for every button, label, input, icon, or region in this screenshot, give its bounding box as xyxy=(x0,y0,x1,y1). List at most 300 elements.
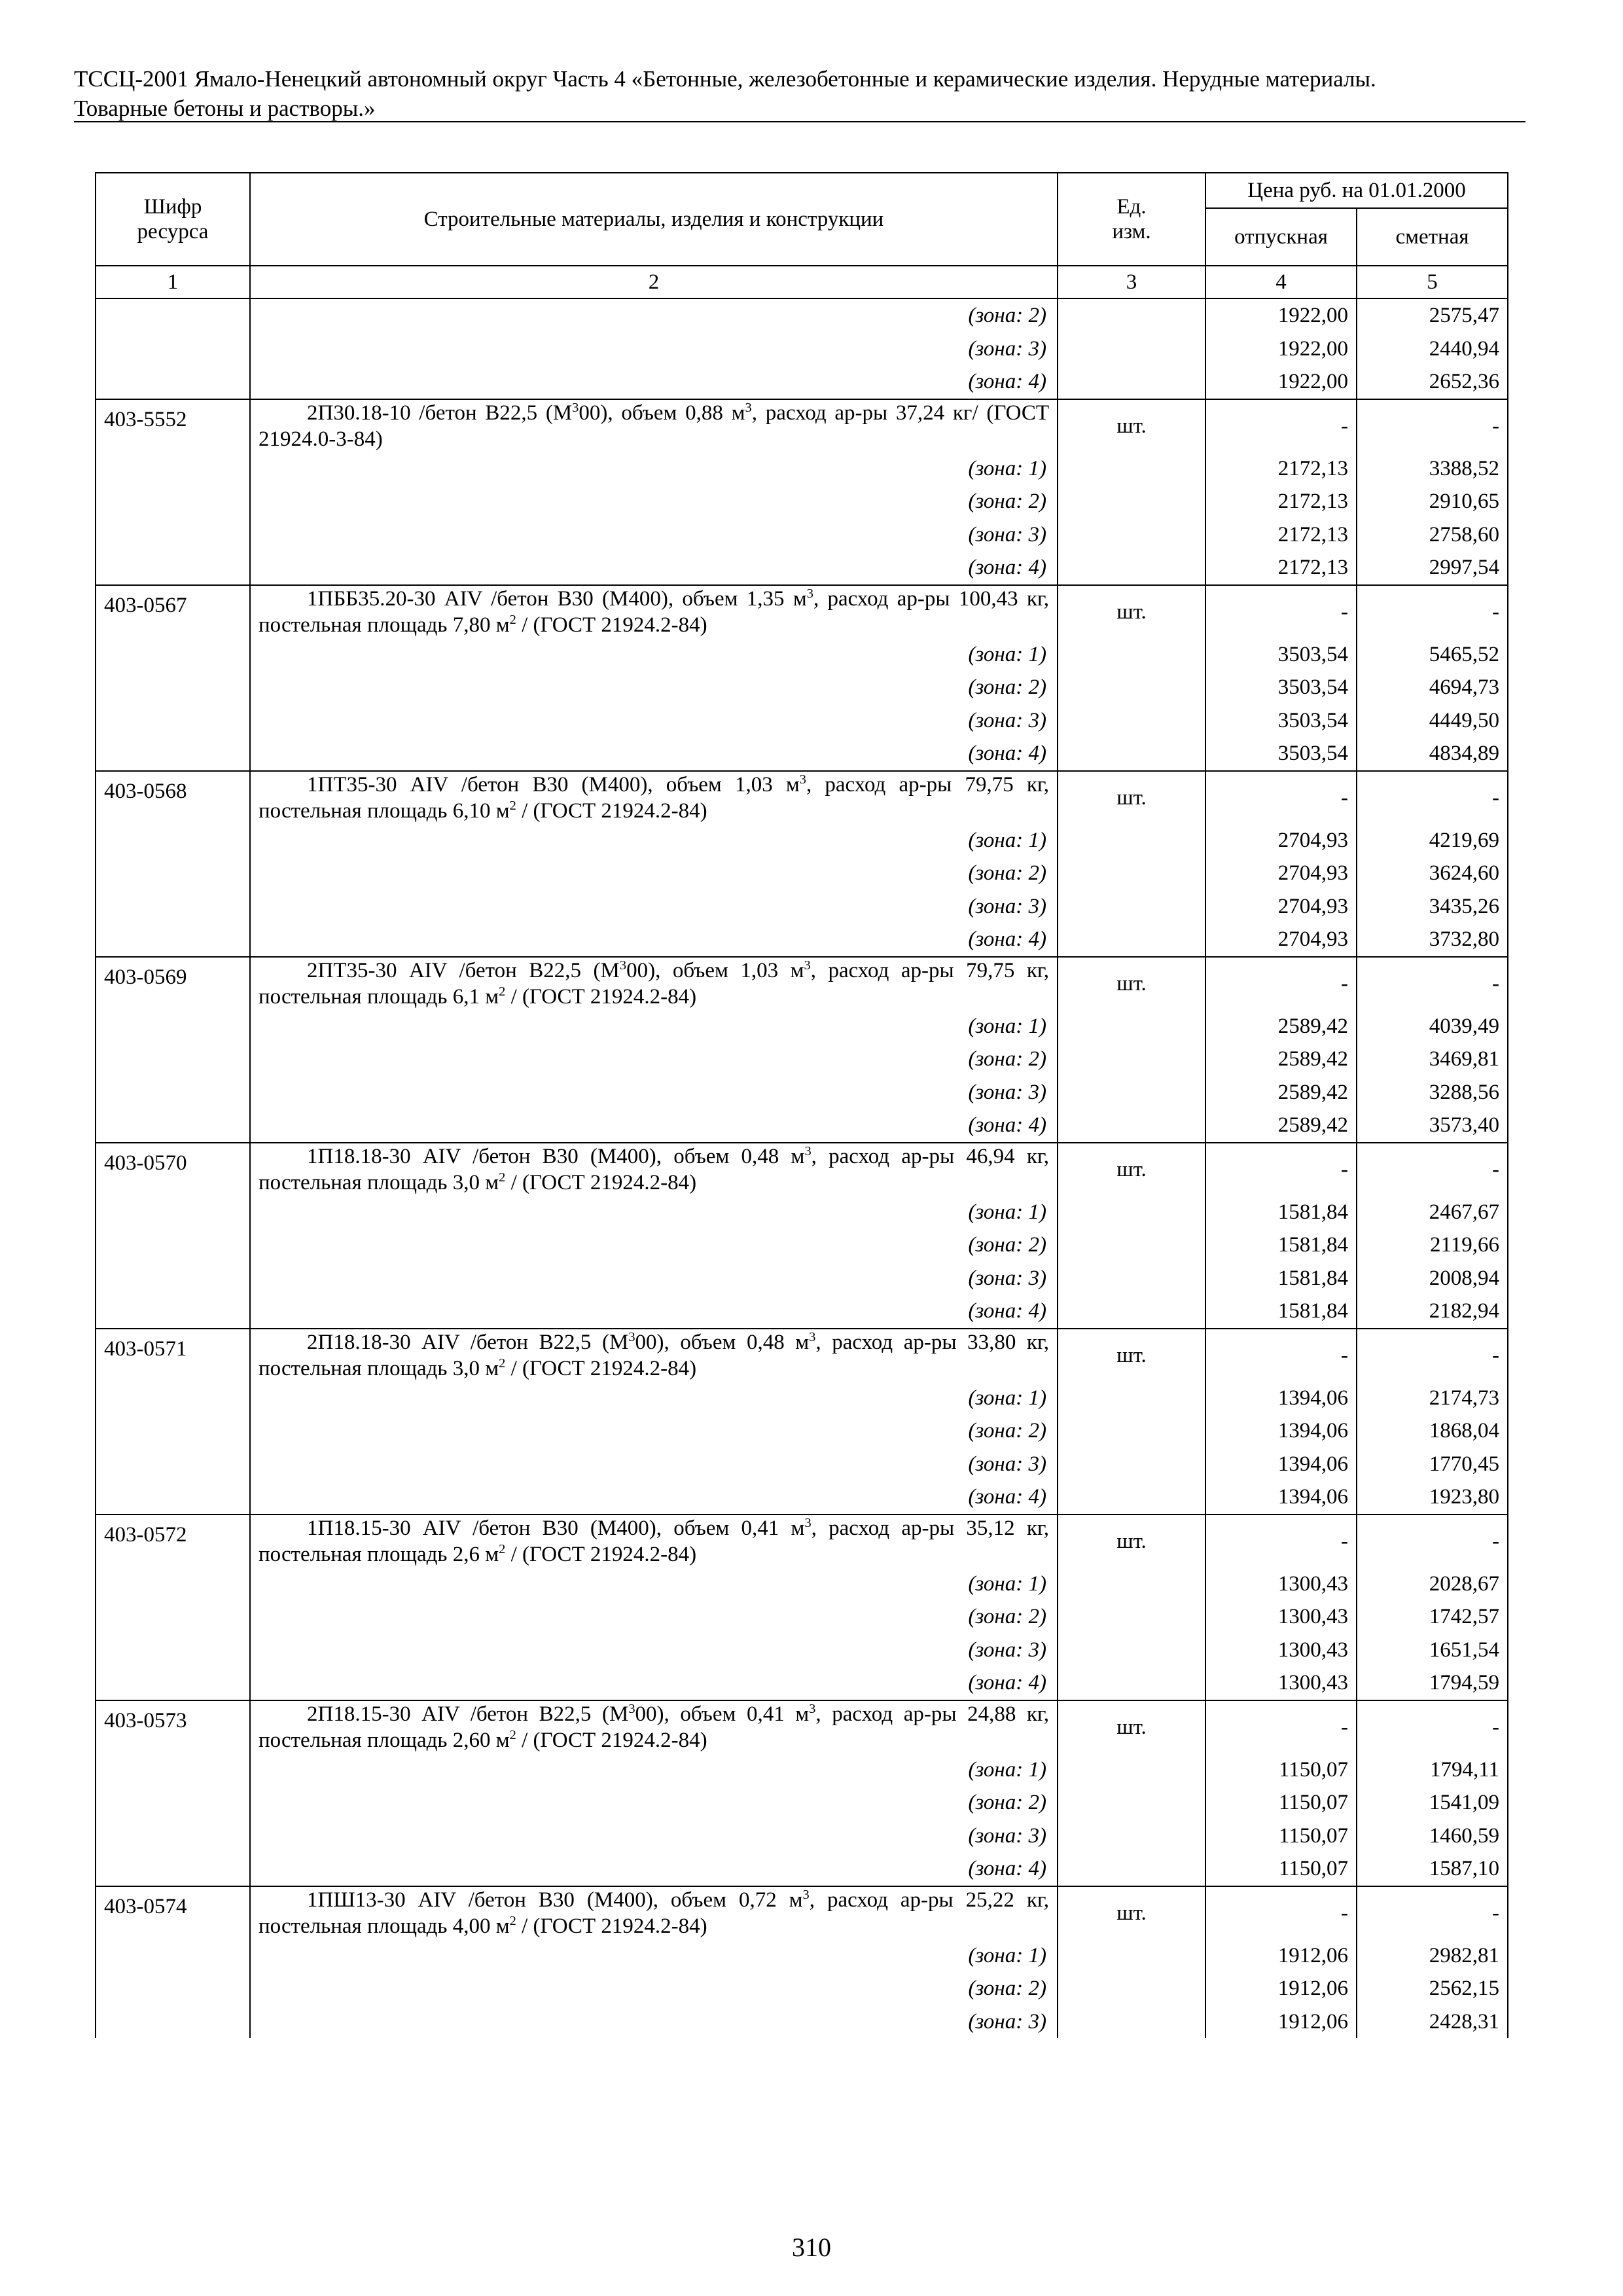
name-text: 00), объем 0,48 м xyxy=(635,1330,810,1354)
unit-cell-empty xyxy=(1058,1010,1205,1043)
zone-label: (зона: 1) xyxy=(250,1010,1058,1043)
unit: шт. xyxy=(1058,771,1205,824)
header-line-1: ТССЦ-2001 Ямало-Ненецкий автономный округ Часть 4 «Бетонные, железобетонные и керамические изделия. Нерудные материалы. xyxy=(74,66,1376,92)
column-number: 2 xyxy=(250,266,1058,298)
release-price: 3503,54 xyxy=(1205,638,1357,672)
item-row xyxy=(96,1515,1508,1568)
column-number: 1 xyxy=(96,266,250,298)
unit-cell-empty xyxy=(1058,1262,1205,1295)
code-cell-empty xyxy=(96,923,250,957)
estimate-price: 3732,80 xyxy=(1357,923,1508,957)
zone-row xyxy=(96,923,1508,957)
code-cell-empty xyxy=(96,1196,250,1229)
resource-code: 403-0574 xyxy=(96,1886,250,1939)
item-name xyxy=(250,1886,1058,1939)
unit-cell-empty xyxy=(1058,1480,1205,1515)
item-row xyxy=(96,1143,1508,1196)
superscript: 2 xyxy=(499,984,506,999)
zone-label: (зона: 4) xyxy=(250,1852,1058,1886)
release-price: 1581,84 xyxy=(1205,1196,1357,1229)
unit-cell-empty xyxy=(1058,1852,1205,1886)
release-price: 1150,07 xyxy=(1205,1852,1357,1886)
item-name xyxy=(250,399,1058,452)
zone-label: (зона: 2) xyxy=(250,1229,1058,1262)
zone-row xyxy=(96,1939,1508,1973)
code-cell-empty xyxy=(96,1043,250,1076)
name-text: , расход ар-ры 25,22 кг, постельная площадь 4,00 м xyxy=(259,1888,1049,1938)
zone-label: (зона: 3) xyxy=(250,2005,1058,2039)
item-row xyxy=(96,585,1508,638)
code-cell-empty xyxy=(96,857,250,890)
unit-cell-empty xyxy=(1058,551,1205,585)
name-text: , расход ар-ры 24,88 кг, постельная площадь 2,60 м xyxy=(259,1702,1049,1752)
release-price: 2589,42 xyxy=(1205,1076,1357,1109)
name-text: 1ПШ13-30 AIV /бетон В30 (М400), объем 0,72 м xyxy=(307,1888,803,1912)
item-name xyxy=(250,957,1058,1010)
unit-cell-empty xyxy=(1058,704,1205,738)
estimate-price: 1868,04 xyxy=(1357,1414,1508,1448)
unit: шт. xyxy=(1058,1515,1205,1568)
estimate-price: 3435,26 xyxy=(1357,890,1508,924)
unit-cell-empty xyxy=(1058,1634,1205,1667)
unit-cell-empty xyxy=(1058,890,1205,924)
code-cell-empty xyxy=(96,332,250,366)
unit-cell-empty xyxy=(1058,923,1205,957)
zone-label: (зона: 4) xyxy=(250,1295,1058,1329)
name-text: 2П30.18-10 /бетон В22,5 (М xyxy=(307,401,573,425)
name-text: , расход ар-ры 33,80 кг, постельная площадь 3,0 м xyxy=(259,1330,1049,1380)
zone-label: (зона: 4) xyxy=(250,1666,1058,1700)
unit-cell-empty xyxy=(1058,1295,1205,1329)
estimate-price: 1742,57 xyxy=(1357,1600,1508,1634)
release-price: 1150,07 xyxy=(1205,1820,1357,1853)
zone-row xyxy=(96,857,1508,890)
code-cell-empty xyxy=(96,1109,250,1143)
release-price: 2589,42 xyxy=(1205,1043,1357,1076)
item-name xyxy=(250,585,1058,638)
release-price: 1581,84 xyxy=(1205,1262,1357,1295)
name-text: 00), объем 0,41 м xyxy=(635,1702,810,1726)
release-price: 1300,43 xyxy=(1205,1568,1357,1601)
unit-cell-empty xyxy=(1058,671,1205,704)
code-cell-empty xyxy=(96,1262,250,1295)
unit-cell-empty xyxy=(1058,1196,1205,1229)
item-row xyxy=(96,771,1508,824)
unit: шт. xyxy=(1058,1329,1205,1382)
zone-label: (зона: 2) xyxy=(250,1600,1058,1634)
release-price: 1300,43 xyxy=(1205,1600,1357,1634)
zone-row xyxy=(96,365,1508,399)
zone-label: (зона: 2) xyxy=(250,671,1058,704)
zone-row xyxy=(96,1295,1508,1329)
unit: шт. xyxy=(1058,957,1205,1010)
release-price: 1912,06 xyxy=(1205,1972,1357,2005)
release-price: 1581,84 xyxy=(1205,1229,1357,1262)
zone-row xyxy=(96,551,1508,585)
unit-cell-empty xyxy=(1058,1382,1205,1415)
superscript: 3 xyxy=(628,1701,635,1716)
unit-cell-empty xyxy=(1058,1109,1205,1143)
estimate-price: 2652,36 xyxy=(1357,365,1508,399)
unit-cell-empty xyxy=(1058,452,1205,486)
estimate-price: 5465,52 xyxy=(1357,638,1508,672)
release-price: 2589,42 xyxy=(1205,1109,1357,1143)
unit-cell-empty xyxy=(1058,857,1205,890)
unit-cell-empty xyxy=(1058,1786,1205,1820)
superscript: 2 xyxy=(509,798,516,813)
price-table xyxy=(95,172,1508,2038)
release-price: - xyxy=(1205,1700,1357,1753)
zone-row xyxy=(96,1786,1508,1820)
superscript: 2 xyxy=(499,1170,506,1185)
zone-label: (зона: 3) xyxy=(250,1076,1058,1109)
item-name xyxy=(250,1329,1058,1382)
zone-row xyxy=(96,1568,1508,1601)
release-price: - xyxy=(1205,957,1357,1010)
zone-label: (зона: 1) xyxy=(250,452,1058,486)
estimate-price: 2910,65 xyxy=(1357,485,1508,518)
release-price: 3503,54 xyxy=(1205,671,1357,704)
code-cell-empty xyxy=(96,638,250,672)
unit: шт. xyxy=(1058,1886,1205,1939)
resource-code: 403-0573 xyxy=(96,1700,250,1753)
estimate-price: 1794,11 xyxy=(1357,1753,1508,1787)
zone-label: (зона: 1) xyxy=(250,1939,1058,1973)
unit-cell-empty xyxy=(1058,824,1205,857)
code-cell-empty xyxy=(96,452,250,486)
estimate-price: 2028,67 xyxy=(1357,1568,1508,1601)
estimate-price: 2758,60 xyxy=(1357,518,1508,552)
code-cell-empty xyxy=(96,824,250,857)
name-text: , расход ар-ры 46,94 кг, постельная площадь 3,0 м xyxy=(259,1144,1049,1194)
code-cell-empty xyxy=(96,704,250,738)
column-number-row xyxy=(96,266,1508,298)
unit-cell-empty xyxy=(1058,1666,1205,1700)
code-cell-empty xyxy=(96,1229,250,1262)
release-price: - xyxy=(1205,771,1357,824)
zone-label: (зона: 3) xyxy=(250,1634,1058,1667)
superscript: 3 xyxy=(628,1329,635,1344)
unit-cell-empty xyxy=(1058,365,1205,399)
release-price: 1300,43 xyxy=(1205,1666,1357,1700)
code-cell-empty xyxy=(96,1634,250,1667)
header-release: отпускная xyxy=(1205,208,1357,266)
zone-row xyxy=(96,1600,1508,1634)
zone-label: (зона: 1) xyxy=(250,1196,1058,1229)
code-cell-empty xyxy=(96,365,250,399)
estimate-price: 3469,81 xyxy=(1357,1043,1508,1076)
item-row xyxy=(96,399,1508,452)
zone-row xyxy=(96,1229,1508,1262)
name-text: / (ГОСТ 21924.2-84) xyxy=(516,1728,707,1752)
resource-code: 403-5552 xyxy=(96,399,250,452)
zone-row xyxy=(96,332,1508,366)
code-cell-empty xyxy=(96,1295,250,1329)
release-price: - xyxy=(1205,1886,1357,1939)
name-text: 1П18.18-30 AIV /бетон В30 (М400), объем 0,48 м xyxy=(307,1144,805,1168)
name-text: 00), объем 1,03 м xyxy=(626,958,804,982)
code-cell-empty xyxy=(96,1786,250,1820)
item-row xyxy=(96,1700,1508,1753)
estimate-price: 4834,89 xyxy=(1357,737,1508,771)
unit-cell-empty xyxy=(1058,332,1205,366)
header-rule xyxy=(74,121,1525,122)
superscript: 3 xyxy=(809,1701,816,1716)
code-cell-empty xyxy=(96,737,250,771)
superscript: 3 xyxy=(804,1515,812,1530)
unit-cell-empty xyxy=(1058,1972,1205,2005)
release-price: 1922,00 xyxy=(1205,365,1357,399)
unit-cell-empty xyxy=(1058,1820,1205,1853)
estimate-price: 2997,54 xyxy=(1357,551,1508,585)
zone-row xyxy=(96,737,1508,771)
name-text: 1ПТ35-30 AIV /бетон В30 (М400), объем 1,03 м xyxy=(307,772,800,797)
code-cell-empty xyxy=(96,1666,250,1700)
zone-row xyxy=(96,1382,1508,1415)
release-price: 2172,13 xyxy=(1205,452,1357,486)
zone-label: (зона: 3) xyxy=(250,332,1058,366)
superscript: 2 xyxy=(509,612,516,627)
zone-label: (зона: 4) xyxy=(250,365,1058,399)
zone-row xyxy=(96,1414,1508,1448)
name-text: 2П18.18-30 AIV /бетон В22,5 (М xyxy=(307,1330,629,1354)
unit-cell-empty xyxy=(1058,298,1205,332)
zone-label: (зона: 2) xyxy=(250,857,1058,890)
item-name xyxy=(250,1700,1058,1753)
release-price: 2172,13 xyxy=(1205,551,1357,585)
code-cell-empty xyxy=(96,1852,250,1886)
code-cell-empty xyxy=(96,671,250,704)
zone-row xyxy=(96,638,1508,672)
code-cell-empty xyxy=(96,1076,250,1109)
superscript: 3 xyxy=(799,772,806,787)
estimate-price: 4219,69 xyxy=(1357,824,1508,857)
superscript: 2 xyxy=(499,1541,506,1556)
zone-row xyxy=(96,1448,1508,1481)
release-price: 1581,84 xyxy=(1205,1295,1357,1329)
code-cell-empty xyxy=(96,298,250,332)
estimate-price: 3624,60 xyxy=(1357,857,1508,890)
superscript: 3 xyxy=(809,1329,816,1344)
estimate-price: 4039,49 xyxy=(1357,1010,1508,1043)
release-price: - xyxy=(1205,585,1357,638)
superscript: 3 xyxy=(619,958,627,973)
estimate-price: 2428,31 xyxy=(1357,2005,1508,2039)
code-cell-empty xyxy=(96,1753,250,1787)
estimate-price: 1923,80 xyxy=(1357,1480,1508,1515)
estimate-price: - xyxy=(1357,771,1508,824)
zone-row xyxy=(96,671,1508,704)
name-text: / (ГОСТ 21924.2-84) xyxy=(505,1356,697,1380)
page-number: 310 xyxy=(792,2233,831,2262)
estimate-price: 2119,66 xyxy=(1357,1229,1508,1262)
code-cell-empty xyxy=(96,1939,250,1973)
release-price: 3503,54 xyxy=(1205,737,1357,771)
zone-row xyxy=(96,1972,1508,2005)
zone-row xyxy=(96,890,1508,924)
unit: шт. xyxy=(1058,585,1205,638)
release-price: 2589,42 xyxy=(1205,1010,1357,1043)
zone-label: (зона: 4) xyxy=(250,551,1058,585)
zone-row xyxy=(96,485,1508,518)
release-price: 1150,07 xyxy=(1205,1786,1357,1820)
column-number: 4 xyxy=(1205,266,1357,298)
resource-code: 403-0569 xyxy=(96,957,250,1010)
zone-row xyxy=(96,452,1508,486)
zone-row xyxy=(96,1852,1508,1886)
release-price: 2704,93 xyxy=(1205,923,1357,957)
header-materials: Строительные материалы, изделия и конструкции xyxy=(250,173,1058,266)
estimate-price: 2467,67 xyxy=(1357,1196,1508,1229)
release-price: 2704,93 xyxy=(1205,890,1357,924)
name-text: , расход ар-ры 79,75 кг, постельная площадь 6,10 м xyxy=(259,772,1049,823)
superscript: 3 xyxy=(804,1143,812,1158)
header-code: Шифр ресурса xyxy=(96,173,250,266)
item-name xyxy=(250,1143,1058,1196)
zone-label: (зона: 3) xyxy=(250,1448,1058,1481)
name-text: , расход ар-ры 79,75 кг, постельная площадь 6,1 м xyxy=(259,958,1049,1009)
unit-cell-empty xyxy=(1058,1229,1205,1262)
zone-row xyxy=(96,1076,1508,1109)
release-price: 1394,06 xyxy=(1205,1382,1357,1415)
column-number: 3 xyxy=(1058,266,1205,298)
code-cell-empty xyxy=(96,2005,250,2039)
zone-row xyxy=(96,1109,1508,1143)
zone-label: (зона: 4) xyxy=(250,1109,1058,1143)
item-name xyxy=(250,771,1058,824)
code-cell-empty xyxy=(96,1448,250,1481)
document-header xyxy=(74,64,1525,123)
column-number: 5 xyxy=(1357,266,1508,298)
item-row xyxy=(96,1329,1508,1382)
resource-code: 403-0568 xyxy=(96,771,250,824)
unit-cell-empty xyxy=(1058,1448,1205,1481)
estimate-price: 1651,54 xyxy=(1357,1634,1508,1667)
estimate-price: - xyxy=(1357,1700,1508,1753)
zone-row xyxy=(96,1010,1508,1043)
unit: шт. xyxy=(1058,1700,1205,1753)
name-text: 2ПТ35-30 AIV /бетон В22,5 (М xyxy=(307,958,620,982)
code-cell-empty xyxy=(96,1972,250,2005)
zone-label: (зона: 2) xyxy=(250,1414,1058,1448)
zone-label: (зона: 3) xyxy=(250,890,1058,924)
name-text: , расход ар-ры 37,24 кг/ (ГОСТ 21924.0-3-84) xyxy=(259,401,1050,451)
unit-cell-empty xyxy=(1058,1568,1205,1601)
estimate-price: - xyxy=(1357,585,1508,638)
release-price: 1394,06 xyxy=(1205,1414,1357,1448)
unit-cell-empty xyxy=(1058,2005,1205,2039)
release-price: 1912,06 xyxy=(1205,1939,1357,1973)
unit: шт. xyxy=(1058,1143,1205,1196)
code-cell-empty xyxy=(96,1414,250,1448)
estimate-price: 2008,94 xyxy=(1357,1262,1508,1295)
zone-row xyxy=(96,1753,1508,1787)
estimate-price: 1794,59 xyxy=(1357,1666,1508,1700)
unit-cell-empty xyxy=(1058,1939,1205,1973)
zone-label: (зона: 3) xyxy=(250,518,1058,552)
item-name xyxy=(250,1515,1058,1568)
superscript: 2 xyxy=(499,1355,506,1371)
zone-row xyxy=(96,1196,1508,1229)
unit-cell-empty xyxy=(1058,1753,1205,1787)
superscript: 3 xyxy=(802,1887,810,1902)
estimate-price: 1587,10 xyxy=(1357,1852,1508,1886)
zone-label: (зона: 2) xyxy=(250,298,1058,332)
zone-label: (зона: 3) xyxy=(250,1262,1058,1295)
header-estimate: сметная xyxy=(1357,208,1508,266)
estimate-price: - xyxy=(1357,399,1508,452)
item-row xyxy=(96,957,1508,1010)
unit: шт. xyxy=(1058,399,1205,452)
zone-label: (зона: 4) xyxy=(250,1480,1058,1515)
unit-cell-empty xyxy=(1058,1600,1205,1634)
estimate-price: 2440,94 xyxy=(1357,332,1508,366)
name-text: / (ГОСТ 21924.2-84) xyxy=(516,613,707,637)
estimate-price: 4449,50 xyxy=(1357,704,1508,738)
release-price: - xyxy=(1205,399,1357,452)
release-price: 1922,00 xyxy=(1205,298,1357,332)
name-text: / (ГОСТ 21924.2-84) xyxy=(516,798,707,823)
resource-code: 403-0572 xyxy=(96,1515,250,1568)
code-cell-empty xyxy=(96,1382,250,1415)
estimate-price: 3573,40 xyxy=(1357,1109,1508,1143)
release-price: 2704,93 xyxy=(1205,824,1357,857)
code-cell-empty xyxy=(96,518,250,552)
code-cell-empty xyxy=(96,485,250,518)
zone-label: (зона: 1) xyxy=(250,1382,1058,1415)
unit-cell-empty xyxy=(1058,1076,1205,1109)
resource-code: 403-0570 xyxy=(96,1143,250,1196)
superscript: 3 xyxy=(806,586,813,601)
estimate-price: 2575,47 xyxy=(1357,298,1508,332)
zone-row xyxy=(96,1480,1508,1515)
release-price: - xyxy=(1205,1143,1357,1196)
estimate-price: - xyxy=(1357,1886,1508,1939)
estimate-price: - xyxy=(1357,1329,1508,1382)
estimate-price: - xyxy=(1357,1143,1508,1196)
code-cell-empty xyxy=(96,1480,250,1515)
superscript: 3 xyxy=(745,400,752,415)
estimate-price: 2182,94 xyxy=(1357,1295,1508,1329)
estimate-price: 1770,45 xyxy=(1357,1448,1508,1481)
release-price: 1394,06 xyxy=(1205,1480,1357,1515)
estimate-price: 2982,81 xyxy=(1357,1939,1508,1973)
release-price: 1922,00 xyxy=(1205,332,1357,366)
header-line-2: Товарные бетоны и растворы.» xyxy=(74,96,376,121)
resource-code: 403-0567 xyxy=(96,585,250,638)
unit-cell-empty xyxy=(1058,737,1205,771)
zone-label: (зона: 4) xyxy=(250,923,1058,957)
unit-cell-empty xyxy=(1058,1043,1205,1076)
release-price: 2172,13 xyxy=(1205,485,1357,518)
estimate-price: 1541,09 xyxy=(1357,1786,1508,1820)
release-price: 2172,13 xyxy=(1205,518,1357,552)
zone-row xyxy=(96,1634,1508,1667)
name-text: / (ГОСТ 21924.2-84) xyxy=(505,1170,697,1194)
estimate-price: 2174,73 xyxy=(1357,1382,1508,1415)
release-price: 1912,06 xyxy=(1205,2005,1357,2039)
code-cell-empty xyxy=(96,1820,250,1853)
name-text: , расход ар-ры 100,43 кг, постельная площадь 7,80 м xyxy=(259,586,1049,637)
code-cell-empty xyxy=(96,1568,250,1601)
code-cell-empty xyxy=(96,551,250,585)
release-price: - xyxy=(1205,1515,1357,1568)
zone-row xyxy=(96,2005,1508,2039)
name-text: / (ГОСТ 21924.2-84) xyxy=(505,984,697,1009)
zone-row xyxy=(96,518,1508,552)
zone-label: (зона: 2) xyxy=(250,485,1058,518)
unit-cell-empty xyxy=(1058,485,1205,518)
